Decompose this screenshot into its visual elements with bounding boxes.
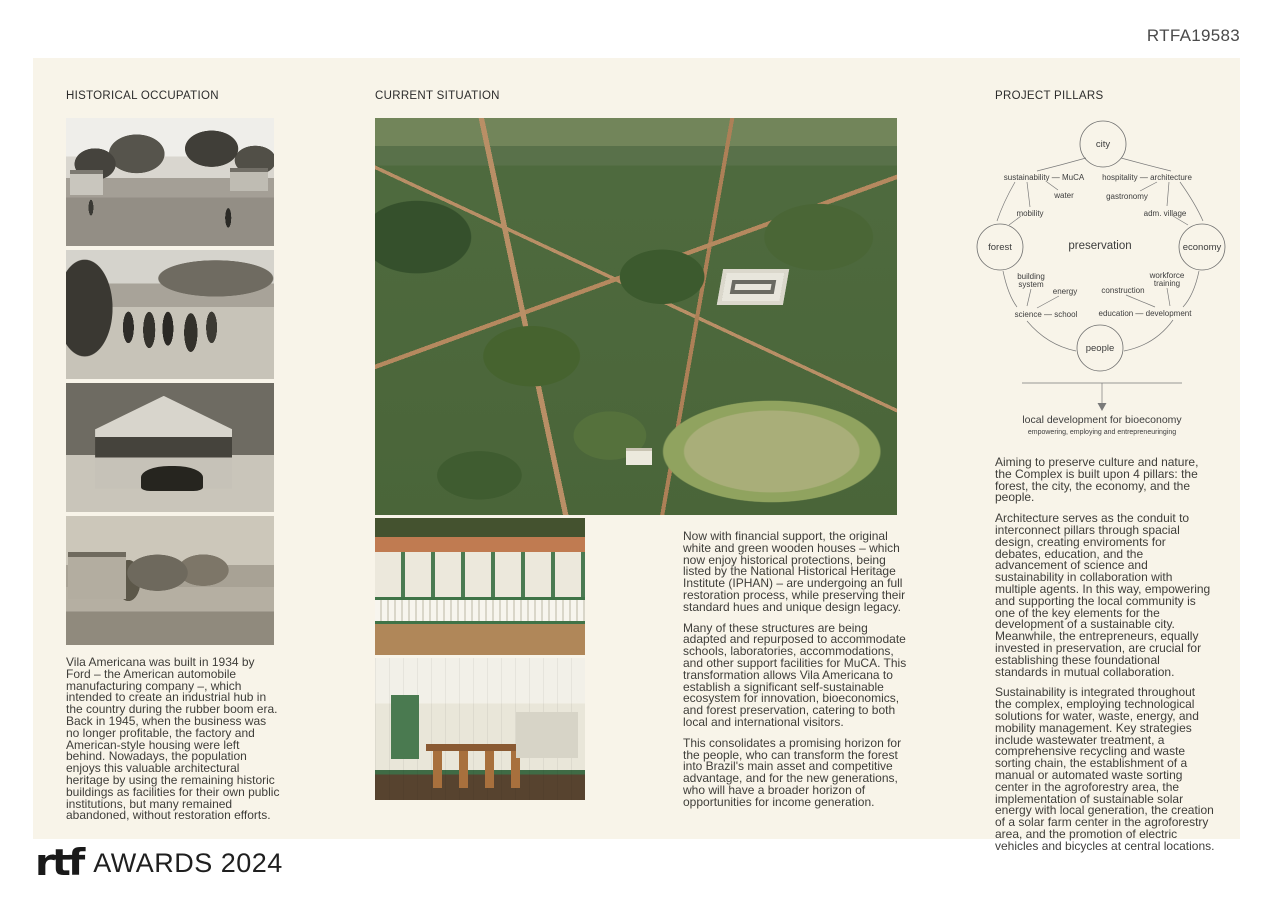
- water-label: water: [1054, 191, 1074, 200]
- historical-photo-street: [66, 118, 274, 246]
- economy-label: economy: [1182, 242, 1222, 253]
- diagram-caption: local development for bioeconomy: [1022, 414, 1182, 426]
- forest-label: forest: [988, 242, 1012, 253]
- gastronomy-label: gastronomy: [1106, 192, 1148, 201]
- historical-paragraph: Vila Americana was built in 1934 by Ford – the American automobile manufacturing company –, which intended to create an industrial hub in the country during the rubber boom era. Back in 1945, when the business was no longer profitable, the factory and American-style housing were left behind. Nowadays, the population enjoys this valuable architectural heritage by using the remaining historic buildings as facilities for their own public institutions, but many remained abandoned, without restoration efforts.: [66, 655, 280, 823]
- current-paragraph-1: Now with financial support, the original white and green wooden houses – which now enjoy historical protections, being listed by the National Historical Heritage Institute (IPHAN) – are undergoing an full restoration process, while preserving their standard hues and unique design legacy.: [683, 529, 906, 614]
- workforce-training-label-line2: training: [1153, 279, 1181, 288]
- preservation-label: preservation: [1068, 240, 1132, 252]
- document-code: RTFA19583: [1146, 26, 1240, 45]
- sustainability-muca-label: sustainability — MuCA: [1003, 173, 1085, 182]
- rtf-logo: rtf: [35, 841, 83, 885]
- construction-label: construction: [1101, 286, 1145, 295]
- awards-title: AWARDS 2024: [93, 847, 283, 878]
- education-development-label: education — development: [1098, 309, 1192, 318]
- footer: [35, 841, 283, 885]
- current-paragraph-3: This consolidates a promising horizon for the people, who can transform the forest into Brazil's main asset and competitive advantage, and for the new generations, who will have a broader horizon of opportunities for income generation.: [683, 735, 902, 809]
- people-label: people: [1085, 343, 1115, 354]
- workforce-training-label-line1: workforce: [1149, 271, 1185, 280]
- board: [33, 58, 1240, 853]
- project-pillars-heading: PROJECT PILLARS: [995, 90, 1104, 102]
- building-system-label-line2: system: [1018, 280, 1044, 289]
- science-school-label: science — school: [1014, 310, 1078, 319]
- historical-photo-workers: [66, 250, 274, 379]
- aerial-photo: [375, 118, 897, 515]
- veranda-photo: [375, 518, 585, 655]
- historical-photo-house-car: [66, 383, 274, 512]
- energy-label: energy: [1052, 287, 1078, 296]
- historical-photo-road: [66, 516, 274, 645]
- current-situation-heading: CURRENT SITUATION: [375, 90, 500, 102]
- hospitality-architecture-label: hospitality — architecture: [1102, 173, 1192, 182]
- arrow-down-icon: [1098, 403, 1107, 411]
- historical-occupation-heading: HISTORICAL OCCUPATION: [66, 90, 219, 102]
- interior-photo: [375, 658, 585, 800]
- pillars-diagram: [975, 115, 1227, 445]
- mobility-label: mobility: [1016, 209, 1044, 218]
- current-situation-text: [683, 531, 908, 818]
- building-system-label-line1: building: [1017, 272, 1045, 281]
- adm-village-label: adm. village: [1143, 209, 1187, 218]
- pillars-paragraph-1: Aiming to preserve culture and nature, the Complex is built upon 4 pillars: the forest, the city, the economy, and the people.: [995, 455, 1199, 505]
- pillars-paragraph-2: Architecture serves as the conduit to interconnect pillars through spacial design, creating enviroments for debates, education, and the advancement of science and sustainability in collaboration with multiple agents. In this way, empowering and supporting the local community is one of the key elements for the development of a sustainable city. Meanwhile, the entrepreneurs, equally invested in preservation, are crucial for establishing these foundational standards in mutual collaboration.: [995, 511, 1211, 679]
- diagram-subcaption: empowering, employing and entrepreneuringing: [1027, 429, 1177, 436]
- pillars-paragraph-3: Sustainability is integrated throughout the complex, employing technological solutions for water, waste, energy, and mobility management. Key strategies include wastewater treatment, a comprehensive recycling and waste sorting chain, the establishment of a manual or automated waste sorting center in the agroforestry area, the implementation of sustainable solar energy with local generation, the creation of a solar farm center in the agroforestry area, and the promotion of electric vehicles and bicycles at central locations.: [995, 685, 1215, 853]
- current-paragraph-2: Many of these structures are being adapted and repurposed to accommodate schools, laboratories, accommodations, and other support facilities for MuCA. This transformation allows Vila Americana to establish a significant self-sustainable ecosystem for innovation, bioeconomics, and forest preservation, catering to both local and international visitors.: [683, 620, 907, 729]
- project-pillars-text: [995, 457, 1215, 862]
- city-label: city: [1095, 139, 1111, 150]
